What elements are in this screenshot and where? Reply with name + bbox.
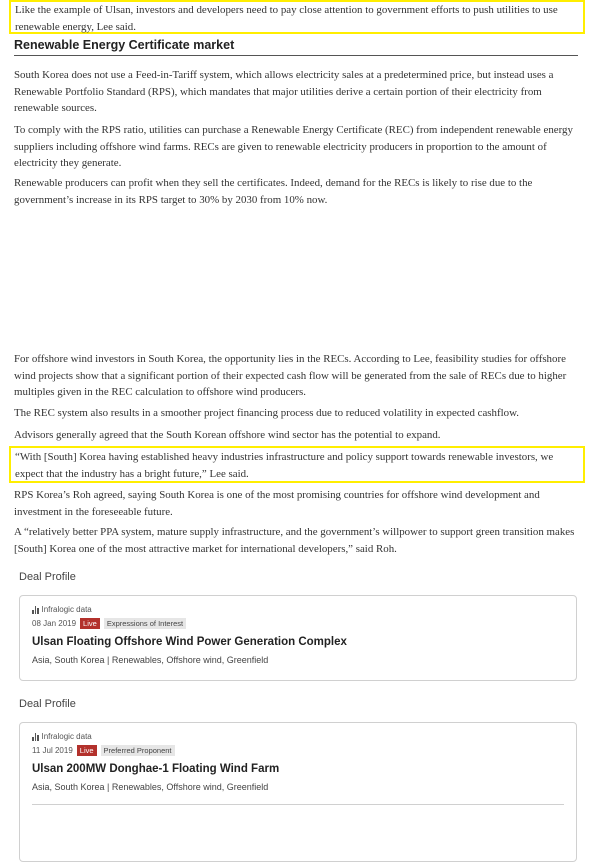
deal-tags: Asia, South Korea | Renewables, Offshore wind, Greenfield [32, 655, 269, 665]
deal-title-link[interactable]: Ulsan Floating Offshore Wind Power Generation Complex [32, 636, 347, 648]
live-badge: Live [77, 745, 97, 756]
deal-title-link[interactable]: Ulsan 200MW Donghae-1 Floating Wind Farm [32, 763, 280, 775]
deal-profile-label: Deal Profile [19, 571, 76, 583]
deal-meta [32, 745, 175, 756]
paragraph-financing: The REC system also results in a smoother project financing process due to reduced volatility in expected cashflow. [14, 407, 519, 419]
deal-date: 08 Jan 2019 [32, 619, 77, 628]
intro-paragraph: Like the example of Ulsan, investors and developers need to pay close attention to government efforts to push utilities to use renewable energy, Lee said. [15, 4, 558, 33]
deal-tags: Asia, South Korea | Renewables, Offshore wind, Greenfield [32, 782, 269, 792]
status-badge: Preferred Proponent [101, 745, 175, 756]
paragraph-opportunity: For offshore wind investors in South Korea, the opportunity lies in the RECs. According to Lee, feasibility studies for offshore wind projects show that a significant portion of their expected cash flow will be generated from the sale of RECs due to higher multiples given in the REC calculation to offshore wind producers. [14, 353, 567, 398]
paragraph-roh: RPS Korea’s Roh agreed, saying South Korea is one of the most promising countries for offshore wind development and investment in the foreseeable future. [14, 489, 540, 518]
paragraph-ppa: A “relatively better PPA system, mature supply infrastructure, and the government’s willpower to support green transition makes [South] Korea one of the most attractive market for international developers,” said Roh. [14, 526, 575, 555]
deal-date: 11 Jul 2019 [32, 746, 73, 755]
deal-card[interactable] [19, 595, 577, 681]
bar-chart-icon [32, 606, 39, 614]
card-divider [32, 804, 564, 805]
paragraph-advisors: Advisors generally agreed that the South Korean offshore wind sector has the potential to expand. [14, 429, 441, 441]
bar-chart-icon [32, 733, 39, 741]
deal-card[interactable] [19, 722, 577, 862]
quote-paragraph: “With [South] Korea having established heavy industries infrastructure and policy support towards renewable investors, we expect that the industry has a bright future,” Lee said. [15, 451, 554, 480]
deal-source: Infralogic data [32, 605, 92, 614]
deal-profile-label: Deal Profile [19, 698, 76, 710]
deal-source: Infralogic data [32, 732, 92, 741]
highlighted-quote [9, 446, 585, 483]
section-heading: Renewable Energy Certificate market [14, 38, 578, 56]
paragraph-rec-purchase: To comply with the RPS ratio, utilities can purchase a Renewable Energy Certificate (REC) from independent renewable energy suppliers including offshore wind farms. RECs are given to renewable electricity producers in proportion to the amount of electricity they generate. [14, 124, 573, 169]
paragraph-rec-profit: Renewable producers can profit when they sell the certificates. Indeed, demand for the RECs is likely to rise due to the government’s increase in its RPS target to 30% by 2030 from 10% now. [14, 177, 533, 206]
live-badge: Live [80, 618, 100, 629]
paragraph-rps: South Korea does not use a Feed-in-Tariff system, which allows electricity sales at a predetermined price, but instead uses a Renewable Portfolio Standard (RPS), which mandates that major utilities derive a certain portion of their electricity from renewable sources. [14, 69, 554, 114]
status-badge: Expressions of Interest [104, 618, 186, 629]
deal-meta [32, 618, 186, 629]
highlighted-intro [9, 0, 585, 34]
